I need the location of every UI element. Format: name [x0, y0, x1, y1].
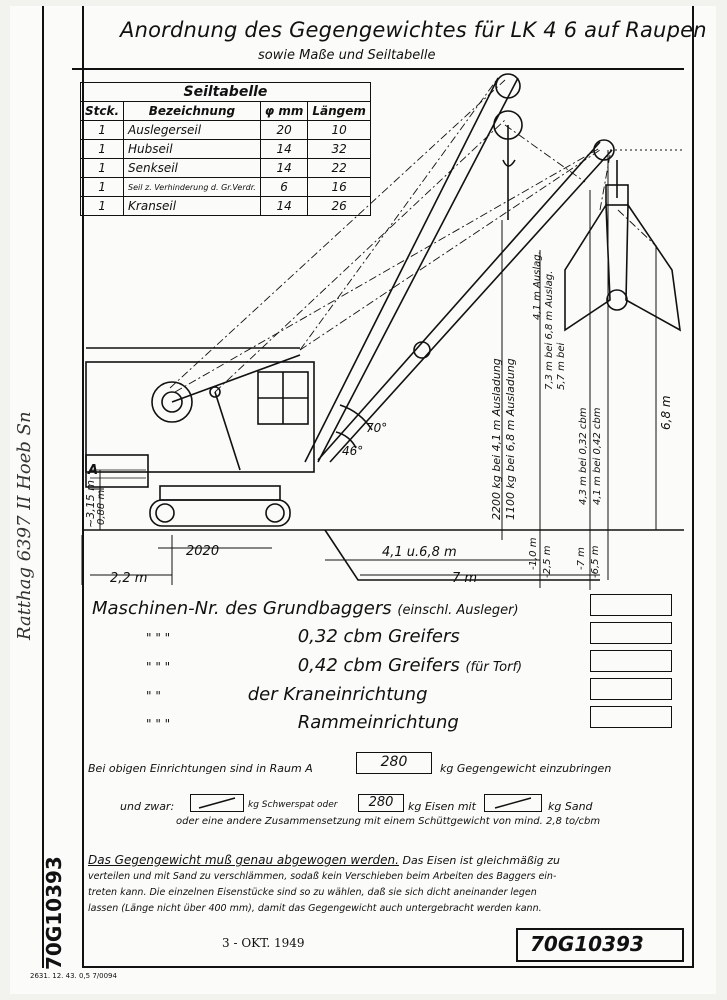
seil-d: 20 — [260, 121, 308, 140]
machine-row-4 — [146, 684, 428, 705]
depth-label-4: -6,5 m — [590, 545, 601, 578]
note-body-3: treten kann. Die einzelnen Eisenstücke sind so zu wählen, daß sie sich dicht aneinander legen — [88, 887, 537, 898]
seil-len: 16 — [308, 178, 371, 197]
grab-right-shell — [626, 205, 680, 330]
seil-bez: Auslegerseil — [124, 121, 261, 140]
seil-len: 10 — [308, 121, 371, 140]
room-a-label: A — [88, 463, 99, 478]
eisen-field[interactable]: 280 — [358, 794, 404, 812]
seil-stck: 1 — [81, 178, 124, 197]
machine-number-field-1[interactable] — [590, 594, 672, 616]
sand-field[interactable] — [484, 794, 542, 812]
machine-row-prefix: " " " — [146, 631, 171, 645]
reach-label-2: 7,3 m bei 6,8 m Auslag. — [544, 270, 555, 390]
document-subtitle: sowie Maße und Seiltabelle — [258, 48, 436, 63]
machine-row-text: 0,42 cbm Greifers — [297, 655, 460, 676]
machine-row-2 — [146, 626, 460, 647]
machine-row-text: Rammeinrichtung — [297, 712, 459, 733]
note-heading: Das Gegengewicht muß genau abgewogen werden. — [88, 853, 399, 867]
document-title: Anordnung des Gegengewichtes für LK 4 6 auf Raupen — [120, 18, 707, 42]
seil-stck: 1 — [81, 197, 124, 216]
seil-d: 14 — [260, 159, 308, 178]
machine-number-field-5[interactable] — [590, 706, 672, 728]
seil-header-stck: Stck. — [81, 102, 124, 121]
counterweight-line-2-b: kg Eisen mit — [408, 800, 476, 813]
seil-stck: 1 — [81, 159, 124, 178]
dim-315-label: ~3,15 m — [84, 480, 97, 528]
seil-stck: 1 — [81, 121, 124, 140]
machine-row-suffix: (einschl. Ausleger) — [397, 603, 519, 618]
note-body-1: Das Eisen ist gleichmäßig zu — [402, 854, 561, 867]
counterweight-line-2-a: kg Schwerspat oder — [248, 800, 338, 810]
drawing-number: 70G10393 — [530, 932, 644, 956]
depth-label-3: -7 m — [576, 547, 587, 570]
seil-len: 26 — [308, 197, 371, 216]
seil-header-bez: Bezeichnung — [124, 102, 261, 121]
machine-row-suffix: (für Torf) — [465, 660, 523, 675]
machine-row-5 — [146, 712, 459, 733]
counterweight-total-field[interactable]: 280 — [356, 752, 432, 774]
seil-stck: 1 — [81, 140, 124, 159]
handwritten-note: Ratthag 6397 II Hoeb Sn — [14, 411, 35, 640]
machine-number-field-3[interactable] — [590, 650, 672, 672]
side-drawing-number: 70G10393 — [42, 856, 66, 970]
machine-row-text: Maschinen-Nr. des Grundbaggers — [92, 598, 392, 619]
grab-label-2: 4,1 m bei 0,42 cbm — [592, 407, 603, 505]
seil-d: 14 — [260, 197, 308, 216]
counterweight-line-1-pre: Bei obigen Einrichtungen sind in Raum A — [88, 762, 313, 775]
machine-row-prefix: " " — [146, 689, 161, 703]
counterweight-line-3: oder eine andere Zusammensetzung mit einem Schüttgewicht von mind. 2,8 to/cbm — [176, 816, 601, 827]
machine-row-text: der Kraneinrichtung — [247, 684, 428, 705]
dim-2020-label: 2020 — [186, 544, 220, 559]
date-stamp: 3 - OKT. 1949 — [222, 936, 305, 950]
boom — [305, 78, 498, 462]
seil-header-len: Längem — [308, 102, 371, 121]
seil-table-caption: Seiltabelle — [81, 83, 371, 102]
counterweight-line-2-pre: und zwar: — [120, 800, 175, 813]
dim-7-label: 7 m — [452, 571, 478, 586]
dim-68-label: 6,8 m — [659, 395, 673, 430]
note-paragraph — [88, 852, 678, 917]
schwerspat-field[interactable] — [190, 794, 244, 812]
seil-d: 6 — [260, 178, 308, 197]
machine-number-field-4[interactable] — [590, 678, 672, 700]
load-label-2: 1100 kg bei 6,8 m Ausladung — [504, 358, 517, 520]
seil-len: 22 — [308, 159, 371, 178]
machine-number-field-2[interactable] — [590, 622, 672, 644]
reach-label-3: 5,7 m bei — [556, 342, 567, 390]
counterweight-line-1-post: kg Gegengewicht einzubringen — [440, 762, 612, 775]
seil-bez: Senkseil — [124, 159, 261, 178]
machine-row-text: 0,32 cbm Greifers — [297, 626, 460, 647]
depth-label-2: -2,5 m — [542, 545, 553, 578]
machine-row-prefix: " " " — [146, 717, 171, 731]
reach-label-1: 4,1 m Auslag. — [532, 251, 543, 320]
dim-4168-label: 4,1 u.6,8 m — [382, 545, 457, 560]
angle-70-label: 70° — [366, 421, 388, 435]
seil-bez: Seil z. Verhinderung d. Gr.Verdr. — [124, 178, 261, 197]
load-label-1: 2200 kg bei 4,1 m Ausladung — [490, 358, 503, 520]
print-code: 2631. 12. 43. 0,5 7/0094 — [30, 972, 117, 980]
seil-d: 14 — [260, 140, 308, 159]
seil-bez: Kranseil — [124, 197, 261, 216]
seil-header-d: φ mm — [260, 102, 308, 121]
seil-len: 32 — [308, 140, 371, 159]
angle-46-label: 46° — [342, 444, 364, 458]
note-body-2: verteilen und mit Sand zu verschlämmen, sodaß kein Verschieben beim Arbeiten des Baggers ein- — [88, 871, 557, 882]
grab-left-shell — [565, 205, 610, 330]
depth-label-1: -1,0 m — [528, 537, 539, 570]
grab-label-1: 4,3 m bei 0,32 cbm — [578, 407, 589, 505]
machine-row-1 — [92, 598, 519, 619]
machine-row-3 — [146, 655, 522, 676]
crawler-track — [150, 500, 290, 526]
machine-row-prefix: " " " — [146, 660, 171, 674]
dim-22-label: 2,2 m — [110, 571, 148, 586]
dim-088-label: 0,88 m — [96, 489, 107, 525]
note-body-4: lassen (Länge nicht über 400 mm), damit das Gegengewicht auch untergebracht werden kann. — [88, 903, 542, 914]
seil-bez: Hubseil — [124, 140, 261, 159]
counterweight-line-2-c: kg Sand — [548, 800, 593, 813]
